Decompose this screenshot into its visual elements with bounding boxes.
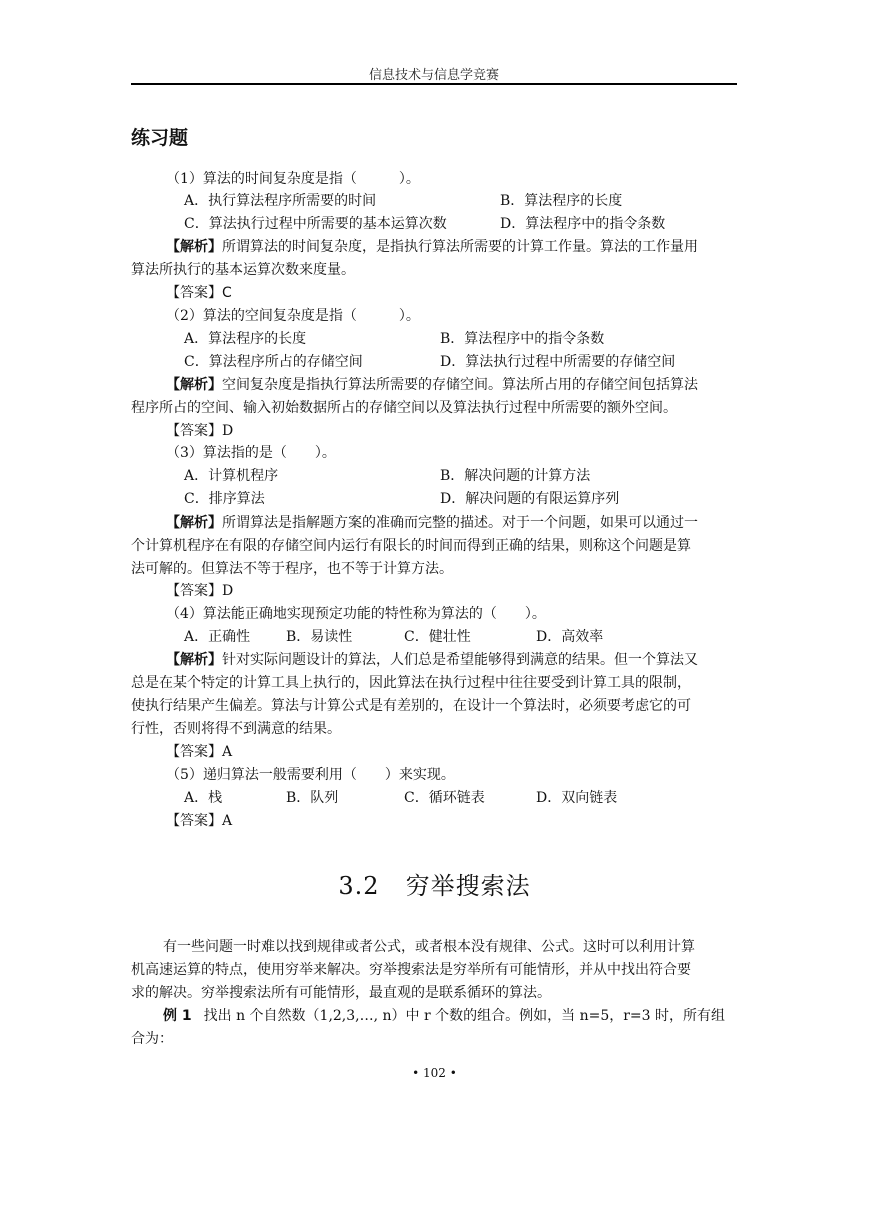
q3-option-b: B．解决问题的计算方法: [440, 468, 591, 484]
q2-analysis-line-2: 程序所占的空间、输入初始数据所占的存储空间以及算法执行过程中所需要的额外空间。: [131, 400, 677, 416]
q4-analysis-line-1: [166, 650, 698, 670]
q4-analysis-line-2: 总是在某个特定的计算工具上执行的，因此算法在执行过程中往往要受到计算工具的限制，: [131, 675, 691, 691]
q2-analysis-line-1: [166, 375, 698, 395]
q2-option-c: C．算法程序所占的存储空间: [184, 354, 363, 370]
q4-option-a: A．正确性: [184, 629, 251, 645]
q2-analysis-tag: 【解析】: [166, 377, 222, 393]
q2-analysis-text: 空间复杂度是指执行算法所需要的存储空间。算法所占用的存储空间包括算法: [222, 377, 698, 393]
running-header: 信息技术与信息学竞赛: [368, 68, 499, 83]
q2-option-b: B．算法程序中的指令条数: [440, 331, 605, 347]
q3-option-d: D．解决问题的有限运算序列: [440, 491, 620, 507]
q4-analysis-text: 针对实际问题设计的算法，人们总是希望能够得到满意的结果。但一个算法又: [222, 652, 698, 668]
q4-option-c: C．健壮性: [404, 629, 471, 645]
intro-line-1: 有一些问题一时难以找到规律或者公式，或者根本没有规律、公式。这时可以利用计算: [163, 939, 695, 955]
q5-option-d: D．双向链表: [536, 790, 618, 806]
q2-answer: 【答案】D: [166, 423, 234, 439]
chapter-number: 3.2: [338, 872, 380, 900]
page-number: • 102 •: [412, 1066, 457, 1080]
q5-option-a: A．栈: [184, 790, 223, 806]
q2-option-d: D．算法执行过程中所需要的存储空间: [440, 354, 676, 370]
q3-analysis-line-1: [166, 513, 698, 533]
section-title: 练习题: [131, 127, 189, 149]
q3-analysis-line-3: 法可解的。但算法不等于程序，也不等于计算方法。: [131, 561, 453, 577]
q1-stem: （1）算法的时间复杂度是指（ ）。: [166, 171, 420, 187]
example-label: 例 1: [163, 1008, 192, 1024]
intro-line-3: 求的解决。穷举搜索法所有可能情形，最直观的是联系循环的算法。: [131, 985, 551, 1001]
q3-option-a: A．计算机程序: [184, 468, 279, 484]
q3-option-c: C．排序算法: [184, 491, 265, 507]
q3-analysis-tag: 【解析】: [166, 515, 222, 531]
q1-analysis-line-1: [166, 237, 698, 257]
chapter-heading: [0, 866, 869, 901]
q4-analysis-line-4: 行性，否则将得不到满意的结果。: [131, 721, 341, 737]
q1-answer: 【答案】C: [166, 285, 232, 301]
q4-stem: （4）算法能正确地实现预定功能的特性称为算法的（ ）。: [166, 606, 546, 622]
q1-analysis-text: 所谓算法的时间复杂度，是指执行算法所需要的计算工作量。算法的工作量用: [222, 239, 698, 255]
q4-analysis-tag: 【解析】: [166, 652, 222, 668]
q4-option-b: B．易读性: [286, 629, 353, 645]
intro-line-2: 机高速运算的特点，使用穷举来解决。穷举搜索法是穷举所有可能情形，并从中找出符合要: [131, 962, 691, 978]
q1-analysis-tag: 【解析】: [166, 239, 222, 255]
q4-option-d: D．高效率: [536, 629, 604, 645]
q1-option-b: B．算法程序的长度: [500, 193, 623, 209]
example-line-2: 合为：: [131, 1031, 173, 1047]
q2-stem: （2）算法的空间复杂度是指（ ）。: [166, 308, 420, 324]
q1-option-a: A．执行算法程序所需要的时间: [184, 193, 377, 209]
q5-answer: 【答案】A: [166, 813, 233, 829]
q3-stem: （3）算法指的是（ ）。: [166, 445, 336, 461]
q1-option-d: D．算法程序中的指令条数: [500, 216, 666, 232]
q2-option-a: A．算法程序的长度: [184, 331, 307, 347]
chapter-title: 穷举搜索法: [405, 872, 531, 900]
q1-option-c: C．算法执行过程中所需要的基本运算次数: [184, 216, 447, 232]
q4-answer: 【答案】A: [166, 744, 233, 760]
q3-answer: 【答案】D: [166, 583, 234, 599]
example-line-1: [163, 1006, 725, 1026]
example-text: 找出 n 个自然数（1,2,3,…, n）中 r 个数的组合。例如，当 n=5，r=3 时，所有组: [203, 1008, 726, 1024]
q5-stem: （5）递归算法一般需要利用（ ）来实现。: [166, 767, 455, 783]
q3-analysis-text: 所谓算法是指解题方案的准确而完整的描述。对于一个问题，如果可以通过一: [222, 515, 698, 531]
q3-analysis-line-2: 个计算机程序在有限的存储空间内运行有限长的时间而得到正确的结果，则称这个问题是算: [131, 538, 691, 554]
header-rule: [131, 83, 737, 85]
q5-option-b: B．队列: [286, 790, 339, 806]
q4-analysis-line-3: 使执行结果产生偏差。算法与计算公式是有差别的，在设计一个算法时，必须要考虑它的可: [131, 698, 691, 714]
q1-analysis-line-2: 算法所执行的基本运算次数来度量。: [131, 262, 355, 278]
q5-option-c: C．循环链表: [404, 790, 485, 806]
